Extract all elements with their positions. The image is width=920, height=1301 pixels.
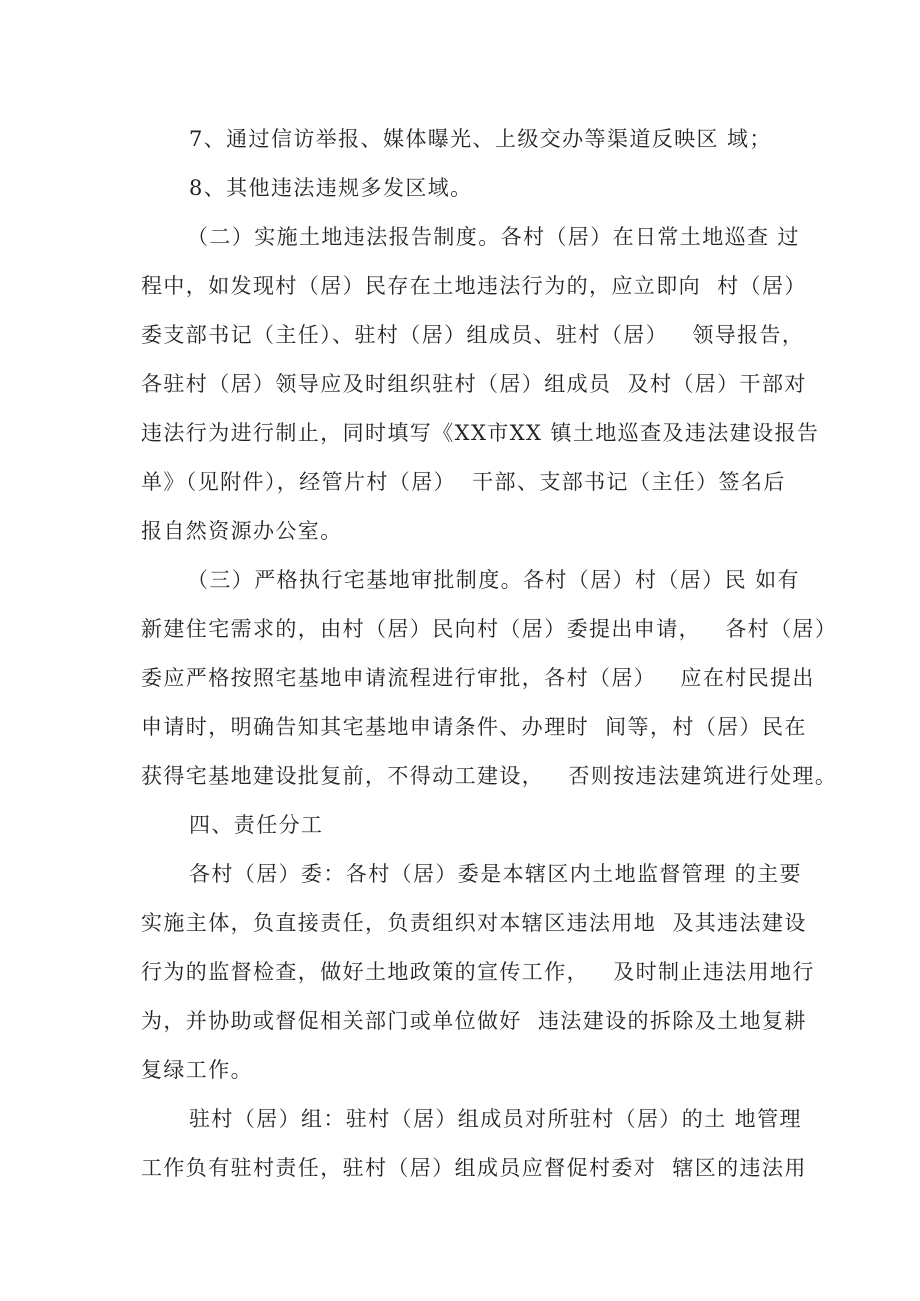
text-line: 违法行为进行制止，同时填写《XX市XX 镇土地巡查及违法建设报告: [141, 421, 820, 445]
text-line: 实施主体，负直接责任，负责组织对本辖区违法用地 及其违法建设: [141, 911, 807, 935]
section-title: 四、责任分工: [189, 813, 324, 837]
text-line: 7、通过信访举报、媒体曝光、上级交办等渠道反映区 域；: [189, 127, 772, 151]
text-line: （三）严格执行宅基地审批制度。各村（居）村（居）民 如有: [187, 568, 800, 592]
text-line: 为，并协助或督促相关部门或单位做好 违法建设的拆除及土地复耕: [141, 1009, 807, 1033]
text-line: 报自然资源办公室。: [141, 519, 343, 543]
text-line: 8、其他违法违规多发区域。: [189, 176, 473, 200]
text-line: （二）实施土地违法报告制度。各村（居）在日常土地巡查 过: [187, 225, 800, 249]
text-line: 单》（见附件），经管片村（居） 干部、支部书记（主任）签名后: [141, 470, 786, 494]
text-line: 程中，如发现村（居）民存在土地违法行为的，应立即向 村（居）: [141, 274, 807, 298]
text-line: 驻村（居）组：驻村（居）组成员对所驻村（居）的土 地管理: [189, 1107, 802, 1131]
text-line: 申请时，明确告知其宅基地申请条件、办理时 间等，村（居）民在: [141, 715, 807, 739]
text-line: 新建住宅需求的，由村（居）民向村（居）委提出申请， 各村（居）: [141, 617, 838, 641]
text-line: 行为的监督检查，做好土地政策的宣传工作， 及时制止违法用地行: [141, 960, 815, 984]
text-line: 工作负有驻村责任，驻村（居）组成员应督促村委对 辖区的违法用: [141, 1156, 807, 1180]
text-line: 复绿工作。: [141, 1058, 253, 1082]
text-line: 获得宅基地建设批复前，不得动工建设， 否则按违法建筑进行处理。: [141, 764, 838, 788]
text-line: 委应严格按照宅基地申请流程进行审批，各村（居） 应在村民提出: [141, 666, 815, 690]
text-line: 各驻村（居）领导应及时组织驻村（居）组成员 及村（居）干部对: [141, 372, 807, 396]
text-line: 各村（居）委：各村（居）委是本辖区内土地监督管理 的主要: [189, 862, 802, 886]
text-line: 委支部书记（主任）、驻村（居）组成员、驻村（居） 领导报告，: [141, 323, 805, 347]
